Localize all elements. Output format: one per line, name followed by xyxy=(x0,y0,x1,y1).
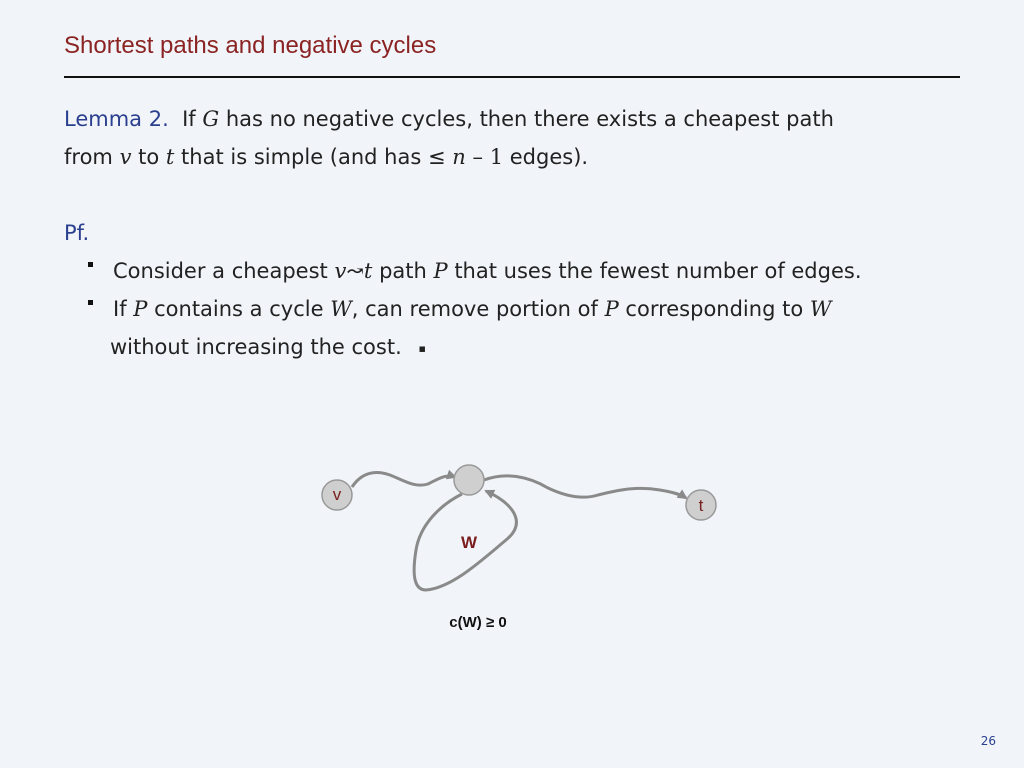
var-p: P xyxy=(604,297,619,321)
lemma-var-g: G xyxy=(202,107,220,131)
cycle-label: W xyxy=(460,533,478,552)
bullet-text: If xyxy=(113,297,127,321)
slide-title: Shortest paths and negative cycles xyxy=(64,32,437,59)
qed-mark: ▪ xyxy=(418,342,426,355)
node-v-label: v xyxy=(332,485,342,504)
bullet-text: corresponding to xyxy=(625,297,804,321)
lemma-text: has no negative cycles, then there exists a cheapest path xyxy=(225,107,834,131)
lemma-label: Lemma 2. xyxy=(64,107,169,131)
lemma-text: to xyxy=(138,145,160,169)
bullet-text: without increasing the cost. xyxy=(110,335,402,359)
bullet-text: path xyxy=(379,259,427,283)
cycle-cost-label: c(W) ≥ 0 xyxy=(449,614,507,631)
lemma-text: that is simple (and has xyxy=(181,145,422,169)
path-notation: v↝t xyxy=(334,259,373,283)
lemma-le: ≤ xyxy=(428,145,446,169)
var-w: W xyxy=(809,297,832,321)
proof-label: Pf. xyxy=(64,221,90,245)
bullet-text: , can remove portion of xyxy=(351,297,598,321)
lemma-text: from xyxy=(64,145,113,169)
edge-v-to-w xyxy=(352,473,455,487)
bullet-text: Consider a cheapest xyxy=(113,259,328,283)
lemma-minus-one: – 1 xyxy=(472,145,504,169)
node-t-label: t xyxy=(698,496,704,515)
lemma-var-n: n xyxy=(452,145,466,169)
lemma-text: edges). xyxy=(509,145,589,169)
bullet-text: that uses the fewest number of edges. xyxy=(454,259,862,283)
var-w: W xyxy=(330,297,352,321)
bullet-text: contains a cycle xyxy=(154,297,324,321)
lemma-text: If xyxy=(182,107,196,131)
lemma-var-t: t xyxy=(165,145,175,169)
node-cycle xyxy=(454,465,484,495)
lemma-var-v: v xyxy=(119,145,132,169)
var-p: P xyxy=(433,259,448,283)
var-p: P xyxy=(133,297,148,321)
slide-number: 26 xyxy=(980,734,996,748)
edge-w-to-t xyxy=(484,476,686,498)
